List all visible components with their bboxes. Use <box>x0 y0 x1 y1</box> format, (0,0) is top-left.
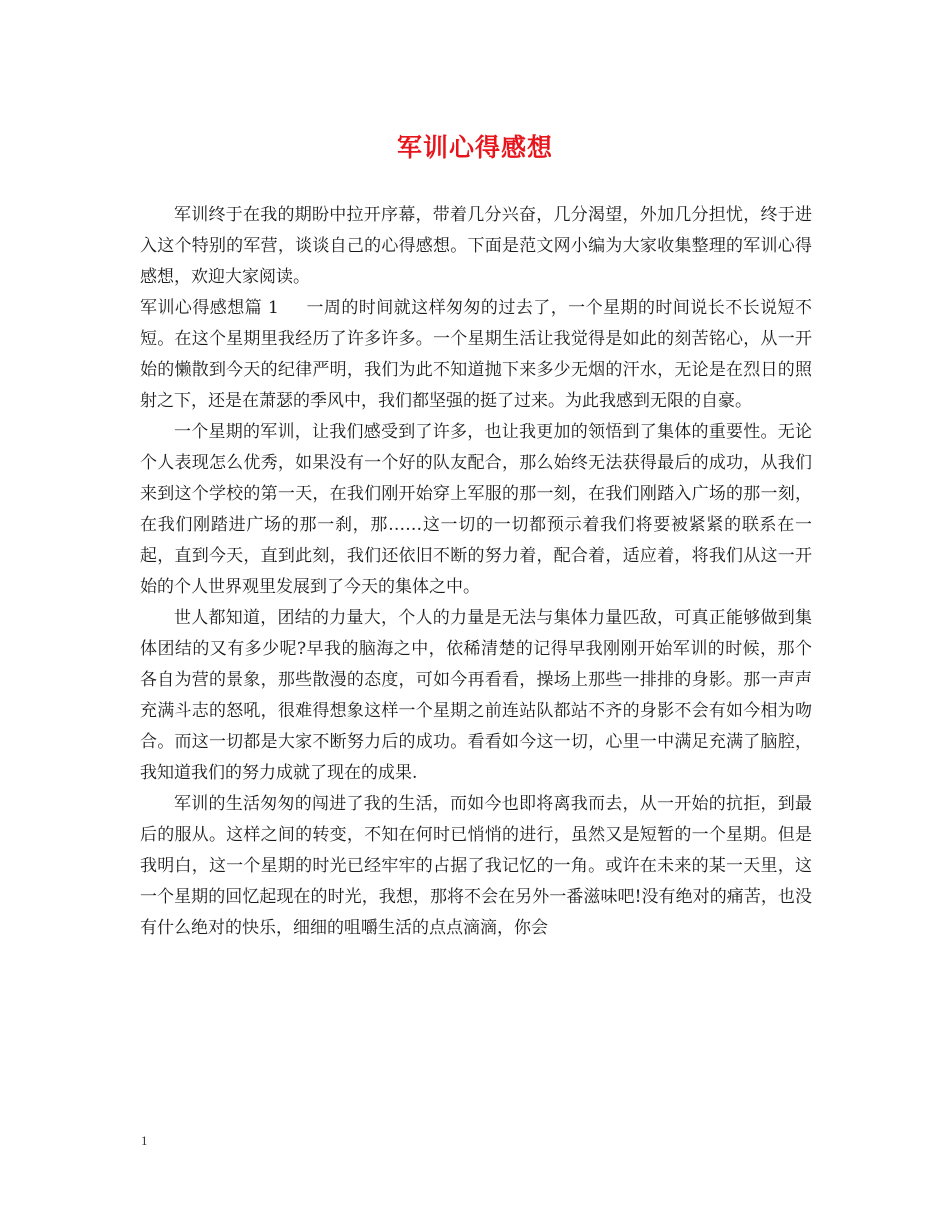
page-number: 1 <box>141 1133 148 1148</box>
intro-paragraph: 军训终于在我的期盼中拉开序幕，带着几分兴奋，几分渴望，外加几分担忧，终于进入这个特别的军营，谈谈自己的心得感想。下面是范文网小编为大家收集整理的军训心得感想，欢迎大家阅读。 <box>140 205 812 287</box>
paragraph-1: 一周的时间就这样匆匆的过去了，一个星期的时间说长不长说短不短。在这个星期里我经历了许多许多。一个星期生活让我觉得是如此的刻苦铭心，从一开始的懒散到今天的纪律严明，我们为此不知道抛下来多少无烟的汗水，无论是在烈日的照射之下，还是在萧瑟的季风中，我们都坚强的挺了过来。为此我感到无限的自豪。 <box>140 298 812 411</box>
document-body <box>140 200 812 944</box>
section-first-paragraph <box>140 293 812 417</box>
paragraph-2: 一个星期的军训，让我们感受到了许多，也让我更加的领悟到了集体的重要性。无论个人表现怎么优秀，如果没有一个好的队友配合，那么始终无法获得最后的成功，从我们来到这个学校的第一天，在我们刚开始穿上军服的那一刻，在我们刚踏入广场的那一刻，在我们刚踏进广场的那一刹，那……这一切的一切都预示着我们将要被紧紧的联系在一起，直到今天，直到此刻，我们还依旧不断的努力着，配合着，适应着，将我们从这一开始的个人世界观里发展到了今天的集体之中。 <box>140 422 812 597</box>
document-title: 军训心得感想 <box>396 133 553 162</box>
paragraph-4: 军训的生活匆匆的闯进了我的生活，而如今也即将离我而去，从一开始的抗拒，到最后的服从。这样之间的转变，不知在何时已悄悄的进行，虽然又是短暂的一个星期。但是我明白，这一个星期的时光已经牢牢的占据了我记忆的一角。或许在未来的某一天里，这一个星期的回忆起现在的时光，我想，那将不会在另外一番滋味吧!没有绝对的痛苦，也没有什么绝对的快乐，细细的咀嚼生活的点点滴滴，你会 <box>140 794 812 938</box>
paragraph-3: 世人都知道，团结的力量大，个人的力量是无法与集体力量匹敌，可真正能够做到集体团结的又有多少呢?早我的脑海之中，依稀清楚的记得早我刚刚开始军训的时候，那个各自为营的景象，那些散漫的态度，可如今再看看，操场上那些一排排的身影。那一声声充满斗志的怒吼，很难得想象这样一个星期之前连站队都站不齐的身影不会有如今相为吻合。而这一切都是大家不断努力后的成功。看看如今这一切，心里一中满足充满了脑腔，我知道我们的努力成就了现在的成果. <box>140 608 812 783</box>
section-heading: 军训心得感想篇 1 <box>140 298 279 318</box>
